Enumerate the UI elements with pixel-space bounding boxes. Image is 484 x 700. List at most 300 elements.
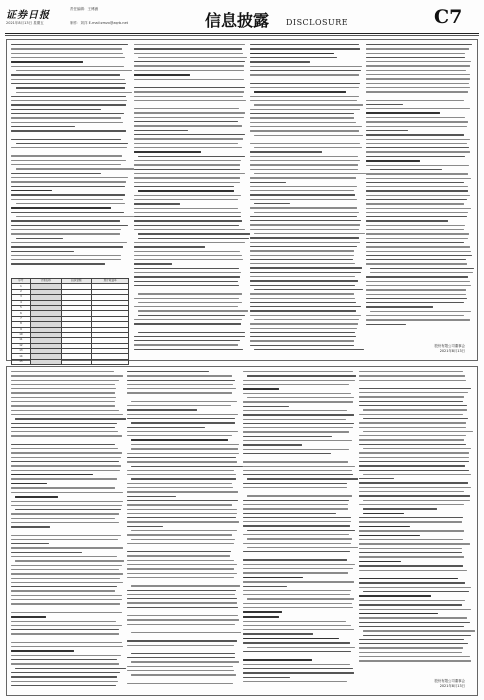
text-line [250,66,362,67]
text-line [247,478,357,479]
text-line [11,57,125,58]
text-line [134,272,241,273]
text-line [131,422,234,423]
text-line [359,647,463,648]
text-line [363,448,471,449]
text-line [366,126,467,127]
text-line [243,616,279,618]
signature-block [434,679,465,689]
text-line [254,135,363,136]
text-line [366,74,470,75]
text-line [359,461,469,462]
text-line [11,633,119,634]
text-line [366,208,471,209]
text-line [11,225,128,226]
text-line [366,276,468,277]
text-line [131,530,237,531]
text-line [127,543,234,544]
text-line [250,100,357,101]
text-column-1 [11,371,123,691]
text-line [243,659,312,661]
text-line [134,263,172,264]
text-line [243,431,349,432]
text-line [366,186,468,187]
text-line [359,530,464,531]
contact-line: 制作：刘洋 E-mail:zmzx@zqrb.net [70,21,128,25]
text-line [127,504,232,505]
text-line [363,591,468,592]
text-line [243,638,339,640]
text-line [15,496,58,498]
text-line [370,311,471,312]
text-line [15,418,125,419]
text-line [11,552,82,553]
text-line [11,492,123,493]
text-line [359,422,466,423]
text-line [11,181,126,182]
text-line [243,521,351,522]
text-line [366,281,470,282]
table-cell-index: 1 [12,284,31,289]
text-line [363,635,471,636]
text-line [16,216,134,217]
text-line [250,61,310,62]
text-line [250,285,355,286]
table-cell-index: 6 [12,311,31,316]
text-line [247,598,353,599]
text-line [359,652,462,653]
text-line [127,375,232,376]
text-line [134,344,238,345]
text-line [243,461,348,462]
paragraph-gap [127,679,239,683]
text-line [359,561,401,563]
text-line [254,203,289,204]
page-title-english: DISCLOSURE [286,18,349,27]
text-line [11,663,119,664]
table-cell-index: 15 [12,359,31,364]
text-line [359,613,438,615]
text-line [250,199,357,200]
text-line [127,487,233,488]
paragraph-gap [243,685,355,689]
text-line [11,177,128,178]
text-line [359,622,470,623]
text-line [366,151,470,152]
text-line [254,147,361,148]
text-line [243,594,350,595]
text-line [16,238,63,239]
text-line [366,190,468,191]
text-line [11,410,119,411]
text-line [11,126,75,127]
signature-company: 股份有限公司董事会 [434,344,465,348]
text-line [134,147,242,148]
text-line [134,130,188,131]
text-line [363,431,472,432]
text-line [134,87,245,88]
text-line [359,470,469,471]
text-line [366,108,470,109]
text-line [11,543,49,544]
text-line [366,302,464,303]
text-line [11,556,117,557]
text-column-2 [127,371,239,691]
text-line [11,461,119,462]
text-line [11,384,115,385]
text-line [134,125,242,126]
text-line [127,491,238,492]
text-line [250,194,355,195]
text-line [366,87,470,88]
text-line [127,500,238,501]
text-line [243,466,355,467]
text-line [11,139,121,140]
text-line [11,586,117,587]
text-line [359,548,462,549]
text-line [127,418,235,419]
text-line [247,547,357,548]
text-line [366,285,471,286]
text-line [11,646,123,647]
text-line [363,409,467,410]
text-line [134,48,242,49]
text-line [11,380,119,381]
text-line [131,439,228,441]
text-line [134,251,240,252]
text-line [11,53,123,54]
text-line [250,302,356,303]
text-line [250,74,359,75]
text-line [11,444,115,445]
text-line [366,324,406,325]
text-line [11,487,115,488]
paragraph-gap [134,328,246,332]
text-line [134,268,239,269]
text-line [250,246,357,247]
text-line [250,298,355,299]
text-line [11,160,126,161]
text-line [250,109,360,110]
text-line [11,505,122,506]
text-line [11,173,101,174]
text-line [363,513,403,515]
signature-date: 2021年8月13日 [439,684,465,688]
text-column-4 [359,371,471,671]
text-line [131,448,238,449]
text-line [250,276,355,277]
text-line [366,306,433,307]
text-line [366,139,470,140]
text-line [138,293,242,294]
text-line [16,92,133,93]
text-line [127,496,176,497]
text-line [131,585,239,586]
text-line [138,156,244,157]
text-line [359,626,464,627]
text-line [243,603,352,604]
text-line [250,328,357,329]
text-line [250,44,359,45]
text-line [243,517,351,518]
text-line [15,668,126,669]
text-line [366,289,466,290]
text-line [243,586,287,587]
text-line [363,474,471,475]
text-line [366,70,466,71]
text-line [134,246,205,247]
text-line [243,508,348,509]
text-line [11,672,120,673]
text-line [134,173,245,174]
text-line [127,594,235,595]
text-line [243,607,353,608]
text-column-3 [243,371,355,691]
text-line [11,117,121,118]
text-line [134,259,243,260]
text-line [370,272,473,273]
text-line [138,332,244,333]
text-line [250,263,355,264]
text-line [359,552,462,553]
text-line [134,340,240,341]
text-line [134,169,240,170]
text-line [127,517,236,518]
text-line [11,599,122,600]
text-line [11,233,120,234]
text-line [243,572,348,573]
text-line [11,452,122,453]
text-line [243,668,353,669]
text-line [127,392,232,393]
text-line [11,642,122,643]
text-line [243,513,336,514]
text-line [11,66,124,67]
text-line [11,621,116,622]
text-line [127,513,237,514]
text-line [366,255,472,256]
text-line [359,380,466,381]
text-line [250,70,361,71]
text-line [11,573,123,574]
text-column-2 [134,44,246,356]
text-line [359,535,420,537]
text-line [138,302,241,303]
text-line [11,676,117,677]
text-line [11,371,114,372]
text-line [127,483,232,484]
table-header-cell: 计划名称 [30,279,61,284]
text-line [11,457,121,458]
text-line [134,298,239,299]
text-line [243,651,351,652]
text-line [366,57,465,58]
text-line [11,435,122,436]
text-line [363,630,475,631]
text-line [134,79,244,80]
text-line [11,122,123,123]
text-line [366,225,465,226]
text-line [359,578,458,580]
text-line [243,543,351,544]
text-line [11,539,118,540]
text-line [11,61,83,63]
text-line [134,225,239,226]
text-line [366,212,468,213]
text-line [16,168,134,169]
text-line [11,186,125,187]
text-line [254,319,359,320]
text-line [134,216,241,217]
text-line [127,640,237,641]
text-line [366,44,472,45]
text-line [11,569,119,570]
text-line [11,397,116,398]
text-line [134,186,234,187]
text-line [359,371,463,372]
text-line [250,48,360,49]
paragraph-gap [11,531,123,535]
text-line [359,491,464,492]
text-line [134,212,241,213]
text-line [366,259,466,260]
editor-credit: 责任编辑：王博涵 [70,7,98,11]
text-line [366,216,467,217]
text-line [134,255,242,256]
text-line [243,564,355,565]
text-line [243,664,350,665]
text-line [370,268,474,269]
text-line [11,603,120,604]
text-line [366,195,470,196]
text-line [131,674,236,675]
paragraph-gap [11,135,129,139]
text-line [134,199,238,200]
text-line [127,615,238,616]
text-line [250,332,355,333]
text-line [127,590,236,591]
text-line [138,315,244,316]
text-line [11,246,123,247]
text-line [134,281,238,282]
text-line [250,186,357,187]
newspaper-logo: 证券日报 [6,10,50,21]
table-header-cell: 预计收益率 [92,279,129,284]
text-line [11,448,118,449]
table-cell-index: 5 [12,305,31,310]
text-line [11,513,119,514]
text-line [11,650,74,652]
table-cell-index: 7 [12,316,31,321]
text-line [366,78,470,79]
text-line [11,263,105,264]
text-column-3 [250,44,362,356]
table-cell-index: 3 [12,295,31,300]
text-line [134,91,244,92]
text-line [11,578,120,579]
text-line [247,538,352,539]
text-line [366,147,469,148]
text-line [359,660,471,661]
text-line [254,349,364,350]
text-line [359,405,467,406]
paragraph-gap [366,96,472,100]
text-line [11,96,126,97]
text-line [250,143,360,144]
text-line [243,611,282,613]
text-line [359,444,466,445]
announcement-top [6,39,478,364]
text-line [11,681,118,682]
text-line [359,375,465,376]
text-line [366,91,468,92]
text-line [134,285,239,286]
header-rule-thin [5,35,479,36]
text-line [359,388,471,389]
text-line [11,465,121,466]
text-line [250,160,360,161]
text-line [134,276,240,277]
text-line [250,255,354,256]
text-line [250,310,356,311]
text-line [359,526,410,528]
text-line [243,406,289,407]
text-line [11,401,115,402]
text-line [134,203,180,204]
text-line [243,677,290,678]
table-row [12,359,129,364]
text-line [134,121,238,122]
text-line [359,504,464,505]
text-line [359,595,431,597]
text-line [134,164,240,165]
text-line [127,380,235,381]
text-line [366,117,465,118]
text-line [250,113,354,114]
text-line [243,625,351,626]
text-line [127,598,237,599]
text-line [16,143,128,144]
text-line [366,156,465,157]
text-line [11,229,121,230]
text-column-4 [366,44,472,338]
text-line [127,384,233,385]
text-line [250,272,361,273]
table-cell-index: 14 [12,354,31,359]
text-line [243,384,349,385]
text-line [11,565,122,566]
text-line [16,87,125,88]
text-line [134,349,243,350]
text-line [134,177,240,178]
text-line [366,233,469,234]
text-line [243,440,352,441]
text-line [359,414,463,415]
text-line [134,208,238,209]
text-line [243,401,353,402]
text-line [250,130,359,131]
text-line [243,487,347,488]
text-line [134,319,242,320]
text-line [134,44,245,45]
text-line [366,104,403,105]
text-line [11,595,122,596]
text-line [127,602,237,603]
text-line [127,670,234,671]
text-line [250,293,354,294]
text-line [11,414,123,415]
text-line [127,431,238,432]
